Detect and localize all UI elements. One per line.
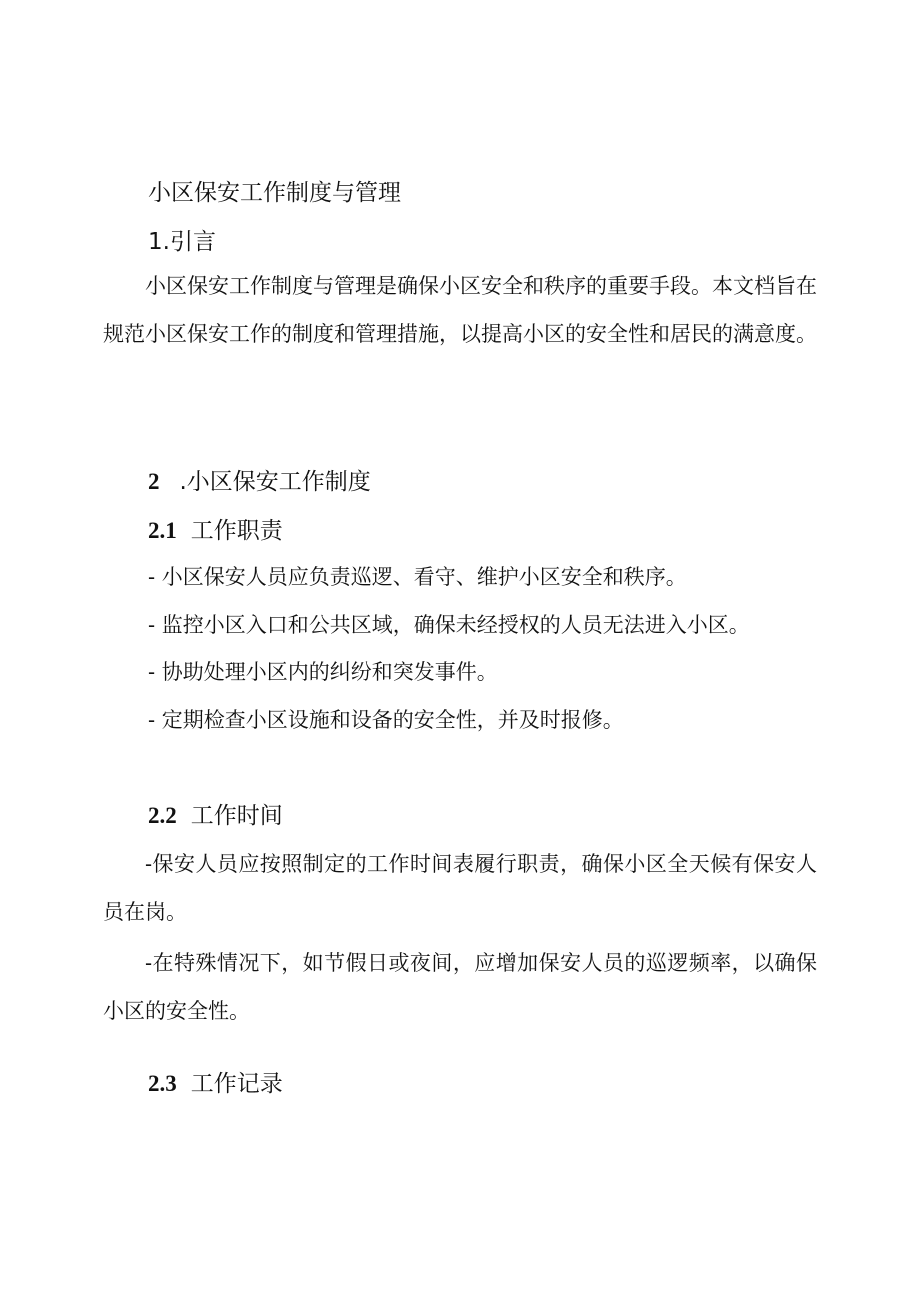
section-2-2-title: 工作时间 [190,803,283,829]
section-2-number: 2 [148,469,160,494]
section-2-1-number: 2.1 [148,518,177,543]
section-2-3-heading [148,1069,283,1099]
list-item: - 定期检查小区设施和设备的安全性，并及时报修。 [148,708,624,732]
section-2-2-number: 2.2 [148,803,177,828]
section-1-heading: 1.引言 [148,229,216,255]
section-2-3-title: 工作记录 [190,1071,283,1097]
section-2-1-title: 工作职责 [190,518,283,544]
document-title: 小区保安工作制度与管理 [148,180,401,206]
list-item: - 协助处理小区内的纠纷和突发事件。 [148,660,498,684]
section-2-title: .小区保安工作制度 [179,469,371,495]
section-2-heading [148,467,371,497]
list-item: - 小区保安人员应负责巡逻、看守、维护小区安全和秩序。 [148,565,687,589]
section-2-2-heading [148,801,283,831]
section-2-2-paragraph: -保安人员应按照制定的工作时间表履行职责，确保小区全天候有保安人员在岗。 [103,852,817,924]
section-2-1-heading [148,516,283,546]
list-item: - 监控小区入口和公共区域，确保未经授权的人员无法进入小区。 [148,613,750,637]
section-2-2-paragraph: -在特殊情况下，如节假日或夜间，应增加保安人员的巡逻频率，以确保小区的安全性。 [103,951,817,1023]
section-2-3-number: 2.3 [148,1071,177,1096]
section-1-body: 小区保安工作制度与管理是确保小区安全和秩序的重要手段。本文档旨在规范小区保安工作的制度和管理措施，以提高小区的安全性和居民的满意度。 [103,274,817,346]
